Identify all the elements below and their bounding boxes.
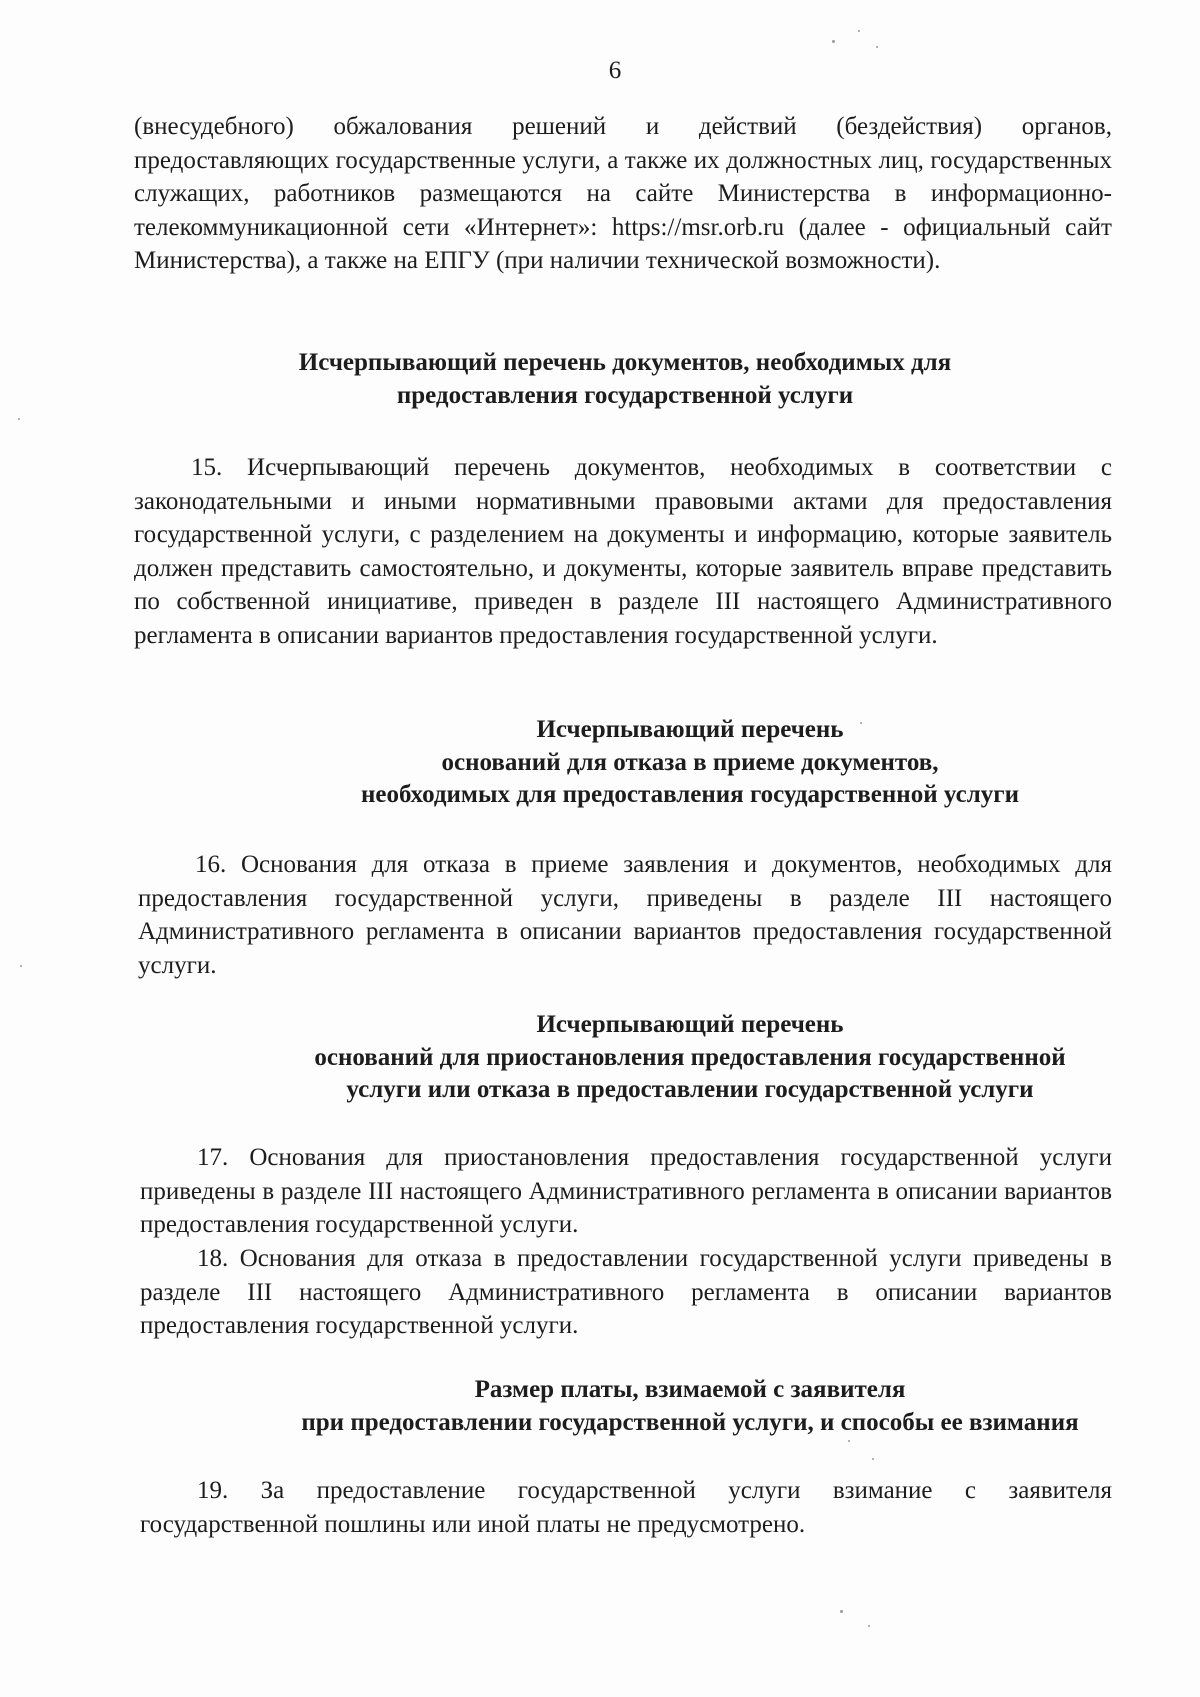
- scan-speck: [20, 965, 22, 967]
- scan-speck: [868, 1625, 870, 1627]
- page-number: 6: [608, 57, 622, 84]
- heading-line: Исчерпывающий перечень документов, необходимых для: [298, 349, 952, 376]
- paragraph-18: 18. Основания для отказа в предоставлении государственной услуги приведены в разделе III настоящего Административного регламента в описании вариантов предоставления государственной услуги.: [140, 1245, 1112, 1339]
- section-heading-refusal-to-accept: [150, 714, 1200, 812]
- section-heading-fee: [150, 1374, 1200, 1439]
- heading-line: оснований для отказа в приеме документов,: [441, 748, 939, 776]
- scan-speck: [832, 40, 835, 43]
- heading-line: предоставления государственной услуги: [396, 381, 854, 409]
- heading-line: Размер платы, взимаемой с заявителя: [474, 1376, 906, 1403]
- section-heading-suspension-or-refusal: [150, 1009, 1200, 1107]
- scan-speck: [872, 1458, 874, 1460]
- scan-speck: [876, 46, 878, 48]
- scan-speck: [18, 418, 20, 420]
- scan-speck: [848, 1440, 850, 1442]
- heading-line: при предоставлении государственной услуги, и способы ее взимания: [301, 1408, 1079, 1436]
- paragraph-19: 19. За предоставление государственной услуги взимание с заявителя государственной пошлины или иной платы не предусмотрено.: [140, 1477, 1112, 1538]
- heading-line: Исчерпывающий перечень: [536, 1011, 844, 1038]
- paragraph-16: 16. Основания для отказа в приеме заявления и документов, необходимых для предоставления государственной услуги, приведены в разделе III настоящего Административного регламента в описании вариантов предоставления государственной услуги.: [138, 851, 1112, 979]
- section-heading-required-documents: [150, 347, 1100, 412]
- paragraph-15: 15. Исчерпывающий перечень документов, необходимых в соответствии с законодательными и иными нормативными правовыми актами для предоставления государственной услуги, с разделением на документы и информацию, которые заявитель должен представить самостоятельно, и документы, которые заявитель вправе представить по собственной инициативе, приведен в разделе III настоящего Административного регламента в описании вариантов предоставления государственной услуги.: [134, 454, 1112, 649]
- heading-line: необходимых для предоставления государственной услуги: [361, 781, 1019, 808]
- scan-speck: [858, 30, 860, 32]
- heading-line: Исчерпывающий перечень: [536, 716, 844, 743]
- scan-speck: [860, 722, 862, 724]
- heading-line: оснований для приостановления предоставления государственной: [314, 1043, 1066, 1071]
- heading-line: услуги или отказа в предоставлении государственной услуги: [346, 1076, 1034, 1103]
- paragraph-17: 17. Основания для приостановления предоставления государственной услуги приведены в разделе III настоящего Административного регламента в описании вариантов предоставления государственной услуги.: [140, 1144, 1112, 1238]
- scan-speck: [840, 1610, 843, 1613]
- intro-paragraph: (внесудебного) обжалования решений и действий (бездействия) органов, предоставляющих государственные услуги, а также их должностных лиц, государственных служащих, работников размещаются на сайте Министерства в информационно- телекоммуникационной сети «Интернет»: https://msr.orb.ru (далее - официальный сайт Министерства), а также на ЕПГУ (при наличии технической возможности).: [134, 113, 1112, 274]
